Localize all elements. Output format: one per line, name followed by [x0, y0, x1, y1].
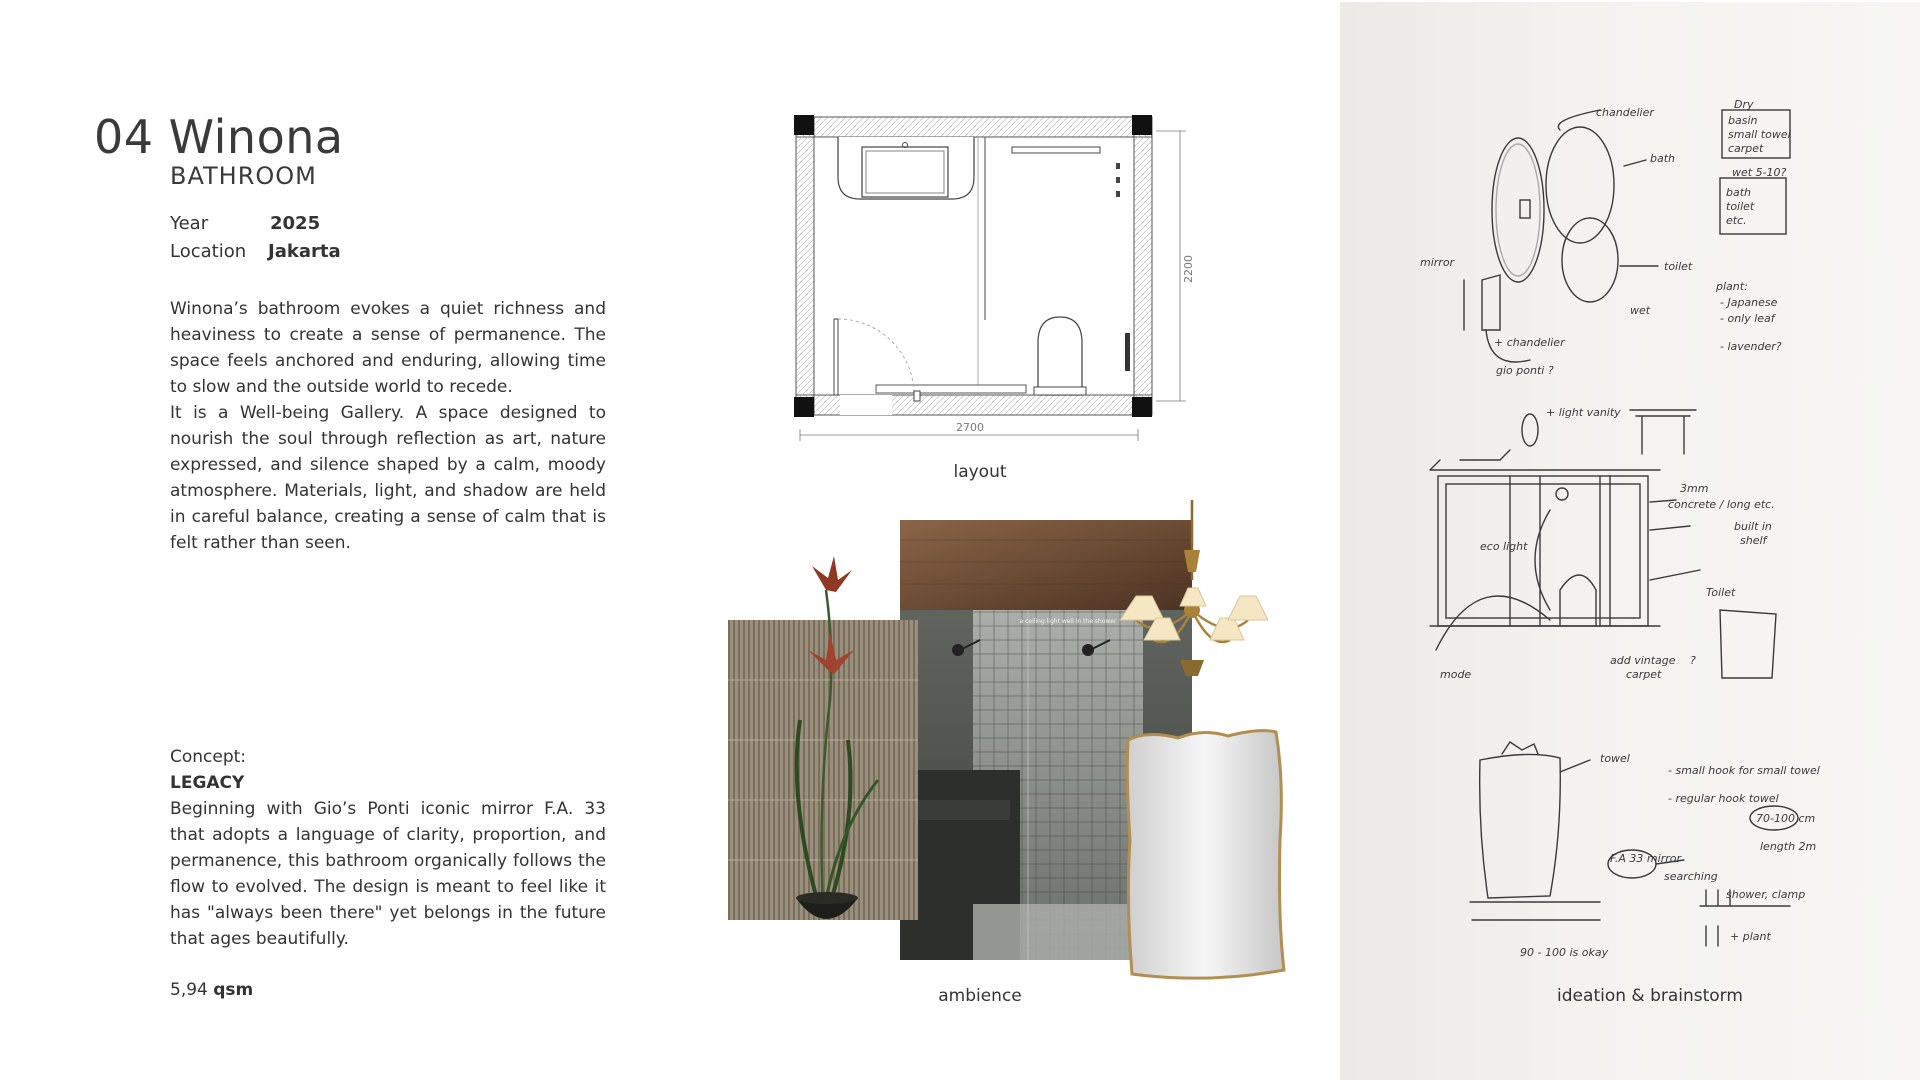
area-number: 5,94	[170, 980, 208, 1000]
note-only-leaf: - only leaf	[1720, 312, 1775, 325]
ideation-sketches	[1400, 90, 1820, 970]
location-row	[170, 238, 341, 266]
note-regular-hook: - regular hook towel	[1668, 792, 1779, 805]
note-wet: wet 5-10?	[1732, 166, 1787, 179]
note-plant: plant:	[1716, 280, 1748, 293]
concept-text: Beginning with Gio’s Ponti iconic mirror F.A. 33 that adopts a language of clarity, proportion, and permanence, this bathroom organically follows the flow to evolved. The design is meant to feel like it has "always been there" yet belongs in the future that ages beautifully.	[170, 799, 606, 949]
note-small-towel: small towel	[1728, 128, 1791, 141]
concept-name: LEGACY	[170, 773, 245, 793]
layout-caption: layout	[953, 462, 1007, 482]
page-title: 04 Winona	[94, 110, 344, 164]
area-unit: qsm	[213, 980, 254, 1000]
note-toilet-2: toilet	[1664, 260, 1693, 273]
description-paragraph-1: Winona’s bathroom evokes a quiet richness and heaviness to create a sense of permanence. The space feels anchored and enduring, allowing time to slow and the outside world to recede.	[170, 299, 606, 397]
note-3mm: 3mm	[1680, 482, 1709, 495]
shower-note: a ceiling light well in the shower	[1019, 618, 1117, 625]
fa33-mirror-photo	[1127, 731, 1284, 978]
floor-plan-drawing	[780, 105, 1200, 445]
orchid-stone-photo	[728, 556, 918, 920]
note-bath-2: bath	[1650, 152, 1676, 165]
note-small-hook: - small hook for small towel	[1668, 764, 1820, 777]
ambience-moodboard	[728, 500, 1314, 1000]
year-value: 2025	[270, 213, 321, 234]
note-etc: etc.	[1726, 214, 1747, 227]
note-chandelier-2: + chandelier	[1494, 336, 1565, 349]
note-carpet: carpet	[1728, 142, 1764, 155]
note-toilet-3: Toilet	[1706, 586, 1736, 599]
area	[170, 980, 253, 1000]
note-question: ?	[1690, 654, 1696, 667]
note-gio-ponti: gio ponti ?	[1496, 364, 1554, 377]
year-row	[170, 210, 341, 238]
project-description	[170, 296, 606, 556]
note-shelf: shelf	[1740, 534, 1767, 547]
note-lavender: - lavender?	[1720, 340, 1782, 353]
note-okay: 90 - 100 is okay	[1520, 946, 1609, 959]
note-toilet: toilet	[1726, 200, 1755, 213]
ambience-caption: ambience	[938, 986, 1022, 1006]
plan-width-label: 2700	[956, 421, 984, 434]
note-basin: basin	[1728, 114, 1758, 127]
concept-block	[170, 744, 606, 952]
plan-shower-bar	[1012, 147, 1100, 153]
plan-vanity	[838, 137, 974, 199]
note-mode: mode	[1440, 668, 1472, 681]
note-carpet-2: carpet	[1626, 668, 1662, 681]
note-bath: bath	[1726, 186, 1752, 199]
note-shower-clamp: shower, clamp	[1726, 888, 1806, 901]
note-mirror: mirror	[1420, 256, 1455, 269]
note-add-vintage: add vintage	[1610, 654, 1676, 667]
note-built-in: built in	[1734, 520, 1772, 533]
room-type: BATHROOM	[170, 162, 317, 190]
note-wet-2: wet	[1630, 304, 1651, 317]
note-plant-2: + plant	[1730, 930, 1771, 943]
plan-height-label: 2200	[1182, 255, 1195, 283]
plan-toilet	[1034, 317, 1086, 395]
note-light-vanity: + light vanity	[1546, 406, 1621, 419]
note-searching: searching	[1664, 870, 1718, 883]
location-value: Jakarta	[268, 241, 341, 262]
year-label: Year	[170, 213, 209, 234]
description-paragraph-2: It is a Well-being Gallery. A space designed to nourish the soul through reflection as art, nature expressed, and silence shaped by a calm, moody atmosphere. Materials, light, and shadow are held in careful balance, creating a sense of calm that is felt rather than seen.	[170, 403, 606, 553]
note-long-etc: concrete / long etc.	[1668, 498, 1775, 511]
note-chandelier: chandelier	[1596, 106, 1654, 119]
note-dry: Dry	[1734, 98, 1754, 111]
note-towel: towel	[1600, 752, 1630, 765]
ideation-caption: ideation & brainstorm	[1557, 986, 1743, 1006]
project-meta	[170, 210, 341, 266]
concept-label: Concept:	[170, 747, 247, 767]
note-hook-size: 70-100 cm	[1756, 812, 1816, 825]
note-eco-light: eco light	[1480, 540, 1528, 553]
note-japanese: - Japanese	[1720, 296, 1778, 309]
note-fa33-mirror: F.A 33 mirror	[1610, 852, 1681, 865]
note-length: length 2m	[1760, 840, 1817, 853]
location-label: Location	[170, 241, 247, 262]
